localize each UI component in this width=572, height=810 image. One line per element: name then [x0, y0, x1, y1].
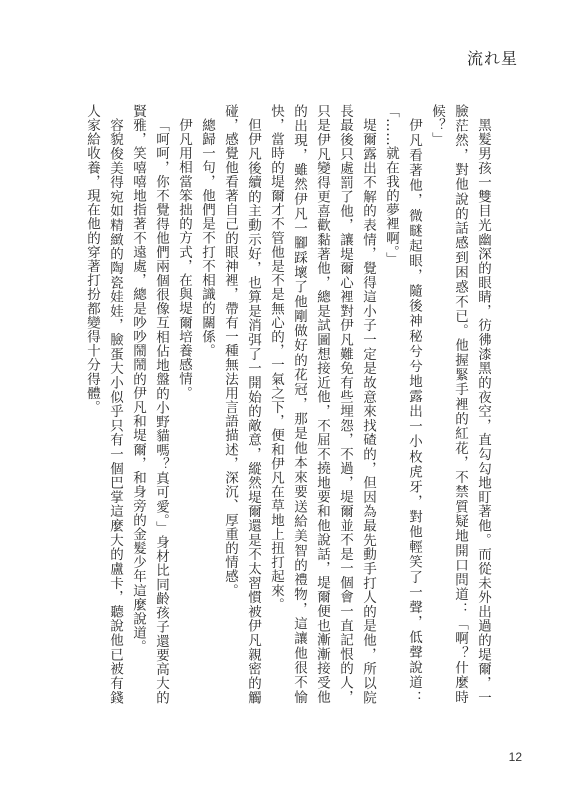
- paragraph: 總歸一句，他們是不打不相識的關係。: [199, 117, 215, 358]
- paragraph: 伊凡用相當笨拙的方式，在與堤爾培養感情。: [176, 117, 192, 400]
- paragraph: 堤爾露出不解的表情，覺得這小子一定是故意來找碴的，但因為最先動手打人的是他，所以院長最後只處罰了他，讓堤爾心裡對伊凡難免有些埋怨，不過，堤爾並不是一個會一直記恨的人，只是伊凡變得更喜歡黏著他，總是試圖想接近他，不屈不撓地要和他說話，堤爾便也漸漸接受他的出現，雖然伊凡一腳踩壞了他剛做好的花冠，那是他本來要送給美智的禮物，這讓他很不愉快，當時的堤爾才不管他是不是無心的，一氣之下，便和伊凡在草地上扭打起來。: [268, 104, 376, 704]
- running-title: 流れ星: [466, 49, 518, 68]
- paragraph: 但伊凡後續的主動示好，也算是消弭了一開始的敵意，縱然堤爾還是不太習慣被伊凡親密的觸碰，感覺他看著自己的眼神裡，帶有一種無法用言語描述，深沉、厚重的情感。: [222, 104, 261, 704]
- paragraph: 「呵呵，你不覺得他們兩個很像互相佔地盤的小野貓嗎？真可愛。」身材比同齡孩子還要高大的賢雅，笑嘻嘻地指著不遠處，總是吵吵鬧鬧的伊凡和堤爾，和身旁的金髮少年這麼說道。: [130, 104, 169, 704]
- paragraph: 黑髮男孩一雙目光幽深的眼睛，彷彿漆黑的夜空，直勾勾地盯著他。而從未外出過的堤爾，一臉茫然，對他說的話感到困惑不已。他握緊手裡的紅花，不禁質疑地開口問道：「啊？什麼時候？」: [429, 104, 491, 704]
- paragraph: 伊凡看著他，微瞇起眼，隨後神秘兮兮地露出一小枚虎牙，對他輕笑了一聲，低聲說道：「……就在我的夢裡啊。」: [383, 104, 422, 704]
- page-number: 12: [508, 750, 522, 764]
- paragraph: 容貌俊美得宛如精緻的陶瓷娃娃，臉蛋大小似乎只有一個巴掌這麼大的盧卡，聽說他已被有錢人家給收養，現在他的穿著打扮都變得十分得體。: [84, 104, 123, 704]
- body-text: [54, 104, 494, 704]
